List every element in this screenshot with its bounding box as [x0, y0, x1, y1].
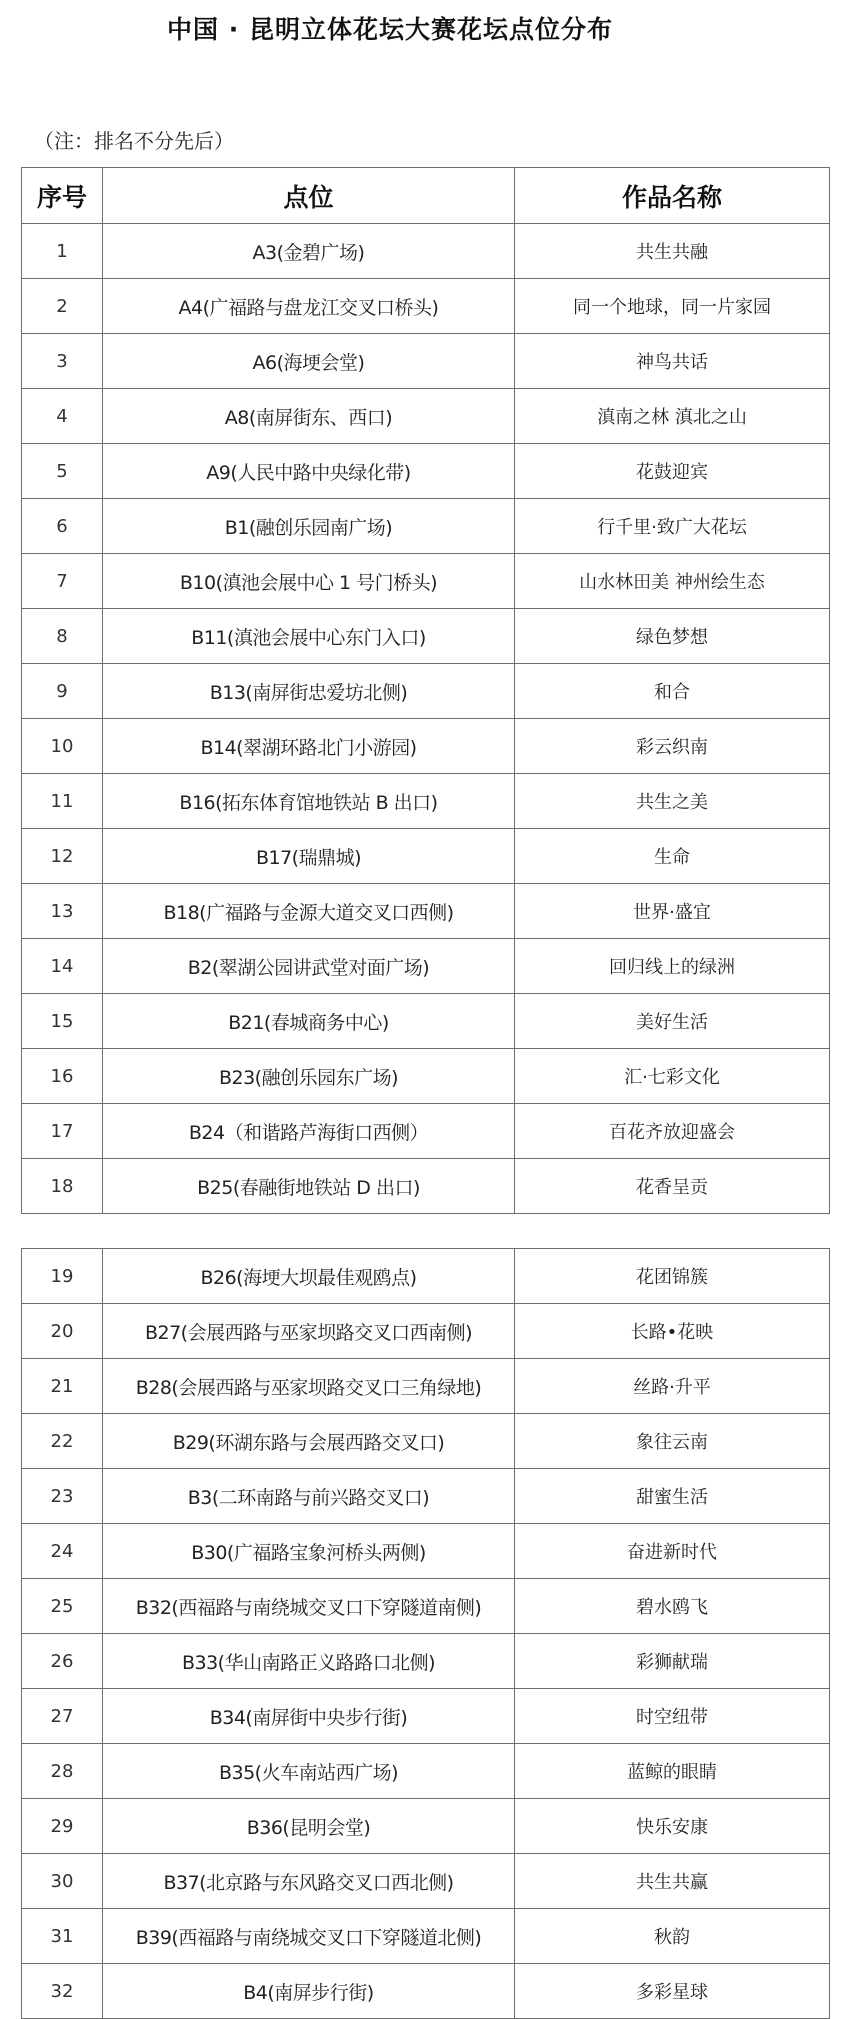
- row-work-name: 彩狮献瑞: [515, 1634, 830, 1689]
- row-work-name: 快乐安康: [515, 1799, 830, 1854]
- table-header-row: [22, 168, 830, 224]
- table-row: [22, 774, 830, 829]
- row-number: 21: [22, 1359, 103, 1414]
- row-number: 13: [22, 884, 103, 939]
- row-work-name: 回归线上的绿洲: [515, 939, 830, 994]
- row-location: B14(翠湖环路北门小游园): [103, 719, 515, 774]
- row-location: B1(融创乐园南广场): [103, 499, 515, 554]
- row-location: B25(春融街地铁站 D 出口): [103, 1159, 515, 1214]
- row-work-name: 汇·七彩文化: [515, 1049, 830, 1104]
- row-number: 20: [22, 1304, 103, 1359]
- row-work-name: 秋韵: [515, 1909, 830, 1964]
- row-number: 23: [22, 1469, 103, 1524]
- row-number: 11: [22, 774, 103, 829]
- row-work-name: 甜蜜生活: [515, 1469, 830, 1524]
- row-number: 1: [22, 224, 103, 279]
- row-number: 32: [22, 1964, 103, 2019]
- row-location: B30(广福路宝象河桥头两侧): [103, 1524, 515, 1579]
- row-location: B21(春城商务中心): [103, 994, 515, 1049]
- row-work-name: 奋进新时代: [515, 1524, 830, 1579]
- row-number: 16: [22, 1049, 103, 1104]
- row-location: B27(会展西路与巫家坝路交叉口西南侧): [103, 1304, 515, 1359]
- row-location: B2(翠湖公园讲武堂对面广场): [103, 939, 515, 994]
- row-number: 8: [22, 609, 103, 664]
- row-number: 2: [22, 279, 103, 334]
- table-row: [22, 609, 830, 664]
- row-work-name: 和合: [515, 664, 830, 719]
- row-work-name: 生命: [515, 829, 830, 884]
- table-row: [22, 1579, 830, 1634]
- table-row: [22, 1304, 830, 1359]
- header-work-name: 作品名称: [515, 168, 830, 224]
- header-number: 序号: [22, 168, 103, 224]
- table-row: [22, 444, 830, 499]
- table-row: [22, 1744, 830, 1799]
- table-row: [22, 829, 830, 884]
- row-number: 26: [22, 1634, 103, 1689]
- row-number: 6: [22, 499, 103, 554]
- row-work-name: 绿色梦想: [515, 609, 830, 664]
- table-row: [22, 334, 830, 389]
- flowerbed-table-part1: [21, 167, 830, 1214]
- row-work-name: 百花齐放迎盛会: [515, 1104, 830, 1159]
- table-body-part2: [22, 1249, 830, 2019]
- table-row: [22, 1159, 830, 1214]
- table-row: [22, 1104, 830, 1159]
- table-row: [22, 389, 830, 444]
- row-number: 18: [22, 1159, 103, 1214]
- row-number: 14: [22, 939, 103, 994]
- row-location: B11(滇池会展中心东门入口): [103, 609, 515, 664]
- row-location: B10(滇池会展中心 1 号门桥头): [103, 554, 515, 609]
- row-location: B4(南屏步行街): [103, 1964, 515, 2019]
- row-work-name: 花团锦簇: [515, 1249, 830, 1304]
- table-row: [22, 1524, 830, 1579]
- row-location: B16(拓东体育馆地铁站 B 出口): [103, 774, 515, 829]
- row-work-name: 同一个地球，同一片家园: [515, 279, 830, 334]
- table-row: [22, 279, 830, 334]
- row-work-name: 滇南之林 滇北之山: [515, 389, 830, 444]
- table-row: [22, 1249, 830, 1304]
- table-row: [22, 1634, 830, 1689]
- row-number: 22: [22, 1414, 103, 1469]
- row-number: 10: [22, 719, 103, 774]
- row-location: B32(西福路与南绕城交叉口下穿隧道南侧): [103, 1579, 515, 1634]
- row-location: B35(火车南站西广场): [103, 1744, 515, 1799]
- flowerbed-table-part2: [21, 1248, 830, 2019]
- table-row: [22, 1964, 830, 2019]
- table-row: [22, 1909, 830, 1964]
- row-work-name: 时空纽带: [515, 1689, 830, 1744]
- row-location: B39(西福路与南绕城交叉口下穿隧道北侧): [103, 1909, 515, 1964]
- row-number: 29: [22, 1799, 103, 1854]
- row-number: 3: [22, 334, 103, 389]
- row-number: 17: [22, 1104, 103, 1159]
- table-row: [22, 1689, 830, 1744]
- table-row: [22, 994, 830, 1049]
- row-location: B33(华山南路正义路路口北侧): [103, 1634, 515, 1689]
- row-location: A8(南屏街东、西口): [103, 389, 515, 444]
- header-location: 点位: [103, 168, 515, 224]
- row-work-name: 彩云织南: [515, 719, 830, 774]
- row-number: 30: [22, 1854, 103, 1909]
- row-number: 25: [22, 1579, 103, 1634]
- table-row: [22, 499, 830, 554]
- table-row: [22, 719, 830, 774]
- table-row: [22, 1854, 830, 1909]
- table-row: [22, 884, 830, 939]
- row-number: 15: [22, 994, 103, 1049]
- row-location: A3(金碧广场): [103, 224, 515, 279]
- row-number: 9: [22, 664, 103, 719]
- row-location: B18(广福路与金源大道交叉口西侧): [103, 884, 515, 939]
- row-location: A4(广福路与盘龙江交叉口桥头): [103, 279, 515, 334]
- row-location: B13(南屏街忠爱坊北侧): [103, 664, 515, 719]
- row-location: B17(瑞鼎城): [103, 829, 515, 884]
- row-work-name: 花鼓迎宾: [515, 444, 830, 499]
- row-work-name: 碧水鸥飞: [515, 1579, 830, 1634]
- row-number: 24: [22, 1524, 103, 1579]
- table-row: [22, 224, 830, 279]
- row-work-name: 共生之美: [515, 774, 830, 829]
- row-work-name: 象往云南: [515, 1414, 830, 1469]
- row-number: 5: [22, 444, 103, 499]
- row-work-name: 神鸟共话: [515, 334, 830, 389]
- row-work-name: 花香呈贡: [515, 1159, 830, 1214]
- table-row: [22, 554, 830, 609]
- row-location: B37(北京路与东风路交叉口西北侧): [103, 1854, 515, 1909]
- row-number: 12: [22, 829, 103, 884]
- row-location: B3(二环南路与前兴路交叉口): [103, 1469, 515, 1524]
- row-work-name: 山水林田美 神州绘生态: [515, 554, 830, 609]
- row-location: B24（和谐路芦海街口西侧）: [103, 1104, 515, 1159]
- table-row: [22, 939, 830, 994]
- row-work-name: 世界·盛宜: [515, 884, 830, 939]
- row-work-name: 美好生活: [515, 994, 830, 1049]
- row-work-name: 蓝鲸的眼睛: [515, 1744, 830, 1799]
- row-work-name: 共生共融: [515, 224, 830, 279]
- row-number: 19: [22, 1249, 103, 1304]
- row-work-name: 长路•花映: [515, 1304, 830, 1359]
- row-location: B26(海埂大坝最佳观鸥点): [103, 1249, 515, 1304]
- row-work-name: 多彩星球: [515, 1964, 830, 2019]
- table-row: [22, 664, 830, 719]
- row-location: A6(海埂会堂): [103, 334, 515, 389]
- row-number: 31: [22, 1909, 103, 1964]
- row-number: 4: [22, 389, 103, 444]
- table-row: [22, 1469, 830, 1524]
- ranking-note: （注：排名不分先后）: [34, 129, 234, 153]
- table-row: [22, 1414, 830, 1469]
- row-number: 28: [22, 1744, 103, 1799]
- row-work-name: 行千里·致广大花坛: [515, 499, 830, 554]
- row-location: B34(南屏街中央步行街): [103, 1689, 515, 1744]
- row-work-name: 共生共赢: [515, 1854, 830, 1909]
- page-title: 中国 · 昆明立体花坛大赛花坛点位分布: [167, 15, 613, 44]
- row-number: 27: [22, 1689, 103, 1744]
- row-number: 7: [22, 554, 103, 609]
- table-body-part1: [22, 224, 830, 1214]
- row-location: A9(人民中路中央绿化带): [103, 444, 515, 499]
- row-location: B29(环湖东路与会展西路交叉口): [103, 1414, 515, 1469]
- table-row: [22, 1359, 830, 1414]
- table-row: [22, 1049, 830, 1104]
- row-location: B36(昆明会堂): [103, 1799, 515, 1854]
- row-location: B28(会展西路与巫家坝路交叉口三角绿地): [103, 1359, 515, 1414]
- table-row: [22, 1799, 830, 1854]
- row-location: B23(融创乐园东广场): [103, 1049, 515, 1104]
- row-work-name: 丝路·升平: [515, 1359, 830, 1414]
